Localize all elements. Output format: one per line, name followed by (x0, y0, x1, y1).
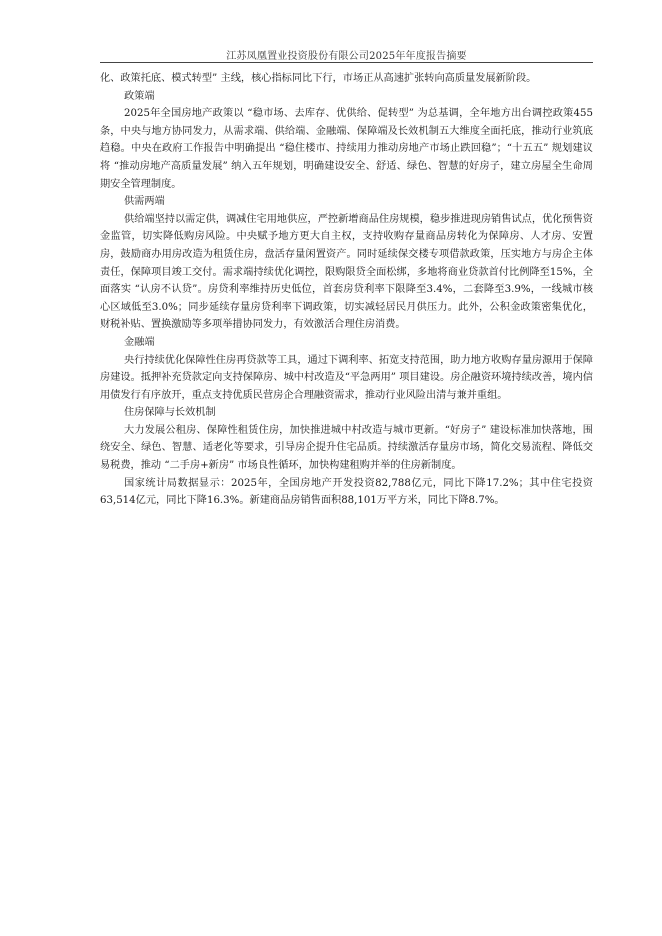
paragraph-finance: 央行持续优化保障性住房再贷款等工具，通过下调利率、拓宽支持范围，助力地方收购存量房源用于保障房建设。抵押补充贷款定向支持保障房、城中村改造及“平急两用” 项目建设。房企融资环境持续改善，境内信用债发行有序放开，重点支持优质民营房企合理融资需求，推动行业风险出清与兼并重组。 (100, 354, 593, 401)
lead-paragraph: 化、政策托底、模式转型” 主线，核心指标同比下行，市场正从高速扩张转向高质量发展新阶段。 (100, 73, 537, 84)
page-header-title: 江苏凤凰置业投资股份有限公司2025年年度报告摘要 (226, 51, 467, 62)
paragraph-supply-demand: 供给端坚持以需定供，调减住宅用地供应，严控新增商品住房规模，稳步推进现房销售试点，优化预售资金监管，切实降低购房风险。中央赋予地方更大自主权，支持收购存量商品房转化为保障房、人才房、安置房，鼓励商办用房改造为租赁住房，盘活存量闲置资产。同时延续保交楼专项借款政策，压实地方与房企主体责任，保障项目竣工交付。需求端持续优化调控，限购限贷全面松绑，多地将商业贷款首付比例降至15%，全面落实 “认房不认贷”。房贷利率维持历史低位，首套房贷利率下限降至3.4%，二套降至3.9%，一线城市核心区域低至3.0%；同步延续存量房贷利率下调政策，切实减轻居民月供压力。此外，公积金政策密集优化，财税补贴、置换激励等多项举措协同发力，有效激活合理住房消费。 (100, 213, 593, 331)
paragraph-policy: 2025年全国房地产政策以 “稳市场、去库存、优供给、促转型” 为总基调，全年地方出台调控政策455条，中央与地方协同发力，从需求端、供给端、金融端、保障端及长效机制五大维度全面托底，推动行业筑底趋稳。中央在政府工作报告中明确提出 “稳住楼市、持续用力推动房地产市场止跌回稳”；“十五五” 规划建议将 “推动房地产高质量发展” 纳入五年规划，明确建设安全、舒适、绿色、智慧的好房子，建立房屋全生命周期安全管理制度。 (100, 108, 593, 190)
section-heading-finance: 金融端 (124, 336, 155, 348)
report-body (100, 70, 593, 510)
paragraph-statistics: 国家统计局数据显示：2025年，全国房地产开发投资82,788亿元，同比下降17.2%；其中住宅投资63,514亿元，同比下降16.3%。新建商品房销售面积88,101万平方米，同比下降8.7%。 (100, 477, 593, 507)
section-heading-housing-security: 住房保障与长效机制 (124, 407, 216, 419)
section-heading-supply-demand: 供需两端 (124, 196, 165, 208)
header-divider (100, 62, 593, 63)
section-heading-policy: 政策端 (124, 90, 155, 102)
paragraph-housing-security: 大力发展公租房、保障性租赁住房，加快推进城中村改造与城市更新。“好房子” 建设标准加快落地，围绕安全、绿色、智慧、适老化等要求，引导房企提升住宅品质。持续激活存量房市场，简化交易流程、降低交易税费，推动 “二手房+新房” 市场良性循环，加快构建租购并举的住房新制度。 (100, 424, 593, 472)
